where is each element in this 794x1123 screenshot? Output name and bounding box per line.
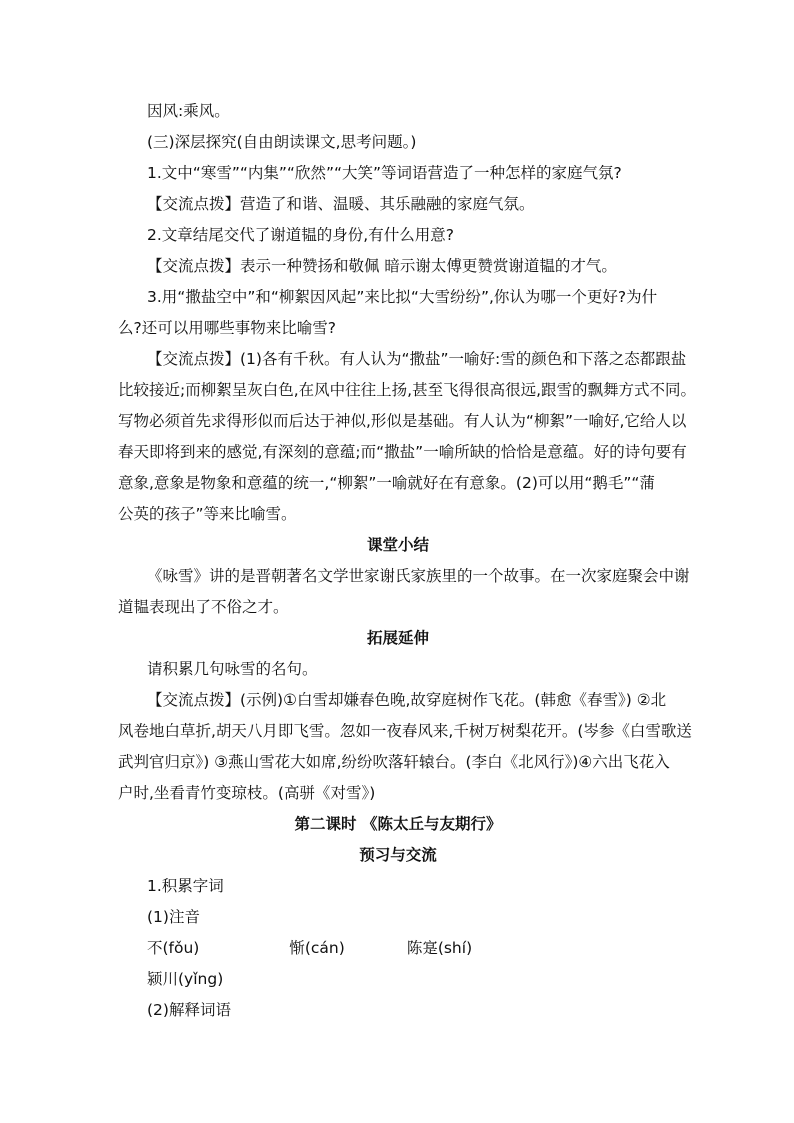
answer-cont: 风卷地白草折,胡天八月即飞雪。忽如一夜春风来,千树万树梨花开。(岑参《白雪歌送 bbox=[118, 722, 692, 740]
answer-cont: 写物必须首先求得形似而后达于神似,形似是基础。有人认为“柳絮”一喻好,它给人以 bbox=[118, 412, 687, 430]
answer: 【交流点拨】表示一种赞扬和敬佩 暗示谢太傅更赞赏谢道韫的才气。 bbox=[147, 257, 617, 275]
question: 1.文中“寒雪”“内集”“欣然”“大笑”等词语营造了一种怎样的家庭气氛? bbox=[147, 164, 622, 182]
answer: 【交流点拨】(示例)①白雪却嫌春色晚,故穿庭树作飞花。(韩愈《春雪》) ②北 bbox=[147, 691, 667, 709]
answer-cont: 户时,坐看青竹变琼枝。(高骈《对雪》) bbox=[118, 784, 376, 802]
summary-text-cont: 道韫表现出了不俗之才。 bbox=[118, 598, 289, 616]
section-title-summary: 课堂小结 bbox=[366, 536, 429, 554]
subsection-heading: (2)解释词语 bbox=[147, 1001, 231, 1019]
pinyin-item: 颍川(yǐng) bbox=[147, 970, 224, 988]
extension-prompt: 请积累几句咏雪的名句。 bbox=[147, 660, 318, 678]
pinyin-row bbox=[118, 933, 678, 964]
text-line: 因风:乘风。 bbox=[147, 102, 230, 120]
question-cont: 么?还可以用哪些事物来比喻雪? bbox=[118, 319, 336, 337]
document-page bbox=[118, 96, 697, 1026]
pinyin-item: 陈寔(shí) bbox=[406, 939, 473, 957]
answer-cont: 春天即将到来的感觉,有深刻的意蕴;而“撒盐”一喻所缺的恰恰是意蕴。好的诗句要有 bbox=[118, 443, 687, 461]
pinyin-item: 不(fǒu) bbox=[147, 939, 200, 957]
subsection-heading: 1.积累字词 bbox=[147, 877, 224, 895]
question: 3.用“撒盐空中”和“柳絮因风起”来比拟“大雪纷纷”,你认为哪一个更好?为什 bbox=[147, 288, 658, 306]
answer-cont: 公英的孩子”等来比喻雪。 bbox=[118, 505, 297, 523]
answer: 【交流点拨】(1)各有千秋。有人认为“撒盐”一喻好:雪的颜色和下落之态都跟盐 bbox=[147, 350, 687, 368]
summary-text: 《咏雪》讲的是晋朝著名文学世家谢氏家族里的一个故事。在一次家庭聚会中谢 bbox=[147, 567, 690, 585]
answer: 【交流点拨】营造了和谐、温暖、其乐融融的家庭气氛。 bbox=[147, 195, 535, 213]
answer-cont: 比较接近;而柳絮呈灰白色,在风中往往上扬,甚至飞得很高很远,跟雪的飘舞方式不同。 bbox=[118, 381, 697, 399]
answer-cont: 武判官归京》) ③燕山雪花大如席,纷纷吹落轩辕台。(李白《北风行》)④六出飞花入 bbox=[118, 753, 670, 771]
question: 2.文章结尾交代了谢道韫的身份,有什么用意? bbox=[147, 226, 454, 244]
lesson-title: 第二课时 《陈太丘与友期行》 bbox=[294, 815, 502, 833]
pinyin-item: 惭(cán) bbox=[289, 939, 345, 957]
section-title-preview: 预习与交流 bbox=[359, 846, 437, 864]
section-heading: (三)深层探究(自由朗读课文,思考问题。) bbox=[147, 133, 417, 151]
subsection-heading: (1)注音 bbox=[147, 908, 200, 926]
section-title-extension: 拓展延伸 bbox=[366, 629, 429, 647]
answer-cont: 意象,意象是物象和意蕴的统一,“柳絮”一喻就好在有意象。(2)可以用“鹅毛”“蒲 bbox=[118, 474, 655, 492]
